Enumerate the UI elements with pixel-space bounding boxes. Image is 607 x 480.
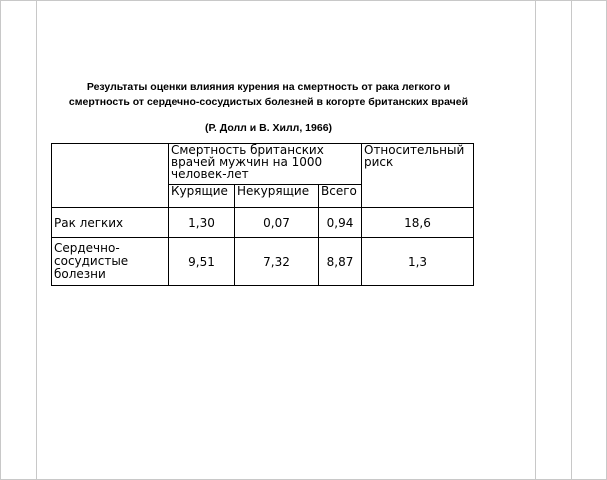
cell-cardio-relative-risk: 1,3 <box>362 238 474 286</box>
mortality-table <box>51 143 474 286</box>
group-header-cell <box>169 144 362 185</box>
row-label-lung-cancer: Рак легких <box>52 208 169 238</box>
risk-header-text: Относительный риск <box>364 143 465 169</box>
table-row <box>52 238 474 286</box>
cell-cardio-total: 8,87 <box>319 238 362 286</box>
row-label-line: сосудистые <box>54 254 129 268</box>
cell-lung-total: 0,94 <box>319 208 362 238</box>
cell-lung-smokers: 1,30 <box>169 208 235 238</box>
table-row <box>52 208 474 238</box>
risk-header-cell <box>362 144 474 208</box>
subheader-nonsmokers: Некурящие <box>235 185 319 208</box>
row-label-line: Сердечно- <box>54 241 120 255</box>
group-header-text: Смертность британских врачей мужчин на 1000 человек-лет <box>171 143 324 181</box>
cell-lung-relative-risk: 18,6 <box>362 208 474 238</box>
cell-lung-nonsmokers: 0,07 <box>235 208 319 238</box>
row-label-line: болезни <box>54 267 106 281</box>
title-line-2: смертность от сердечно-сосудистых болезней в когорте британских врачей <box>68 96 469 108</box>
outer-right-margin-line <box>571 0 572 480</box>
left-margin-line <box>36 0 37 480</box>
title-line-1: Результаты оценки влияния курения на смертность от рака легкого и <box>86 81 451 93</box>
document-subtitle: (Р. Долл и В. Хилл, 1966) <box>204 122 333 134</box>
subheader-total: Всего <box>319 185 362 208</box>
cell-cardio-smokers: 9,51 <box>169 238 235 286</box>
document-title <box>36 80 501 110</box>
empty-header-cell <box>52 144 169 208</box>
row-label-cardiovascular <box>52 238 169 286</box>
cell-cardio-nonsmokers: 7,32 <box>235 238 319 286</box>
right-margin-line <box>535 0 536 480</box>
subheader-smokers: Курящие <box>169 185 235 208</box>
table-header-row <box>52 144 474 185</box>
